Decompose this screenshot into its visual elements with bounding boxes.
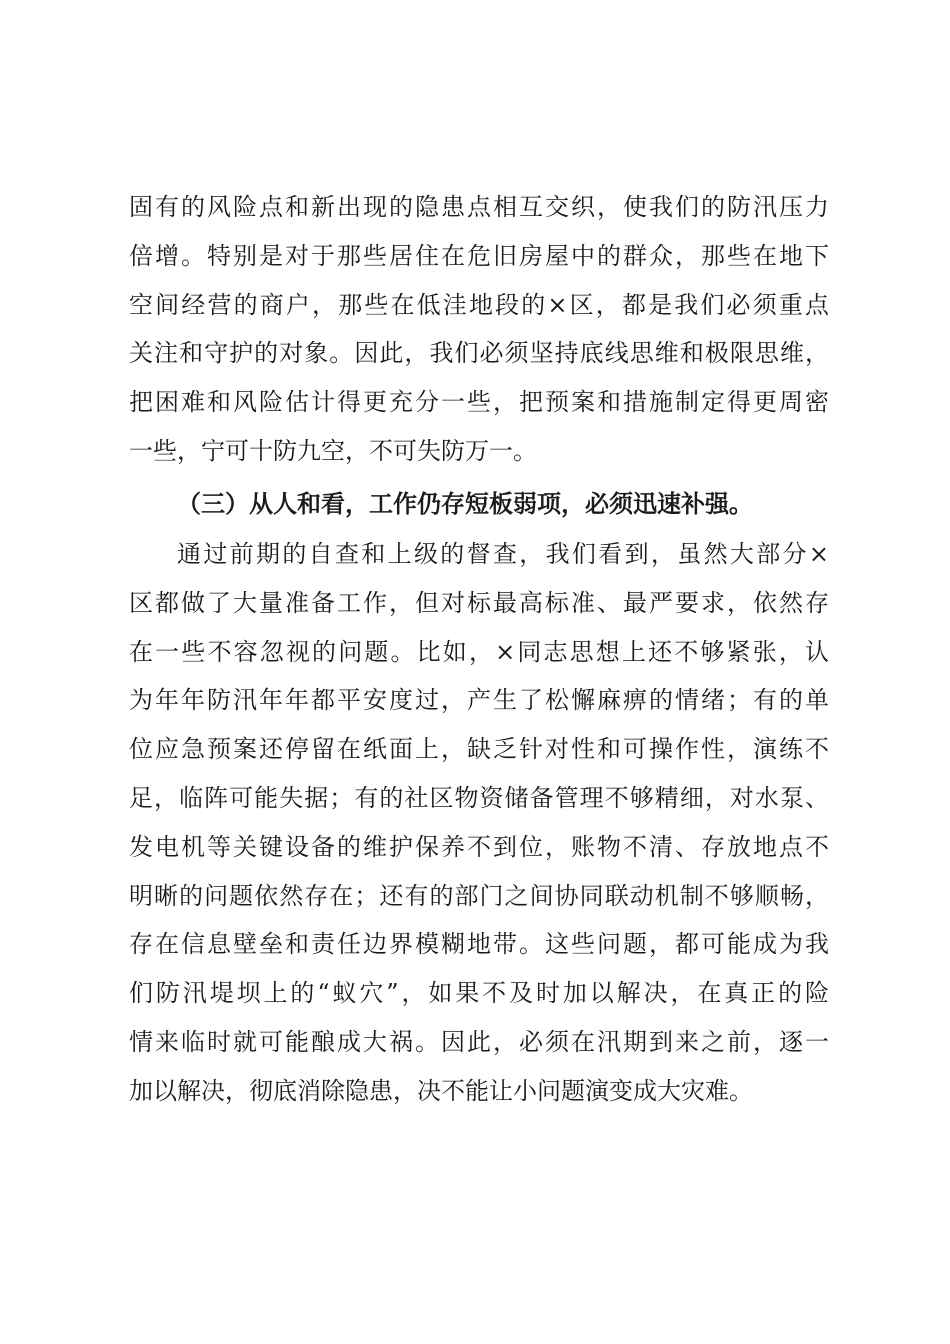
- paragraph-line: 加以解决，彻底消除隐患，决不能让小问题演变成大灾难。: [129, 1076, 753, 1105]
- paragraph-line: 足，临阵可能失据；有的社区物资储备管理不够精细，对水泵、: [129, 783, 829, 812]
- paragraph-line: 为年年防汛年年都平安度过，产生了松懈麻痹的情绪；有的单: [129, 686, 829, 715]
- section-heading-text: （三）从人和看，工作仍存短板弱项，必须迅速补强。: [177, 489, 753, 518]
- paragraph-line: 位应急预案还停留在纸面上，缺乏针对性和可操作性，演练不: [129, 735, 829, 764]
- paragraph-line: 倍增。特别是对于那些居住在危旧房屋中的群众，那些在地下: [129, 241, 829, 270]
- paragraph-line: 情来临时就可能酿成大祸。因此，必须在汛期到来之前，逐一: [129, 1027, 829, 1056]
- paragraph-line: 关注和守护的对象。因此，我们必须坚持底线思维和极限思维，: [129, 339, 829, 368]
- paragraph-line: 们防汛堤坝上的“蚁穴”，如果不及时加以解决，在真正的险: [129, 979, 829, 1008]
- section-heading-3: [129, 480, 829, 529]
- paragraph-line: 存在信息壁垒和责任边界模糊地带。这些问题，都可能成为我: [129, 930, 829, 959]
- paragraph-line: 在一些不容忽视的问题。比如，×同志思想上还不够紧张，认: [129, 637, 829, 666]
- paragraph-line: 空间经营的商户，那些在低洼地段的×区，都是我们必须重点: [129, 290, 829, 319]
- paragraph-line: 固有的风险点和新出现的隐患点相互交织，使我们的防汛压力: [129, 193, 829, 221]
- body-paragraph-2: [129, 530, 829, 1116]
- body-paragraph-1: [129, 183, 829, 476]
- paragraph-line: 明晰的问题依然存在；还有的部门之间协同联动机制不够顺畅，: [129, 881, 829, 910]
- paragraph-line: 发电机等关键设备的维护保养不到位，账物不清、存放地点不: [129, 832, 829, 861]
- paragraph-line: 区都做了大量准备工作，但对标最高标准、最严要求，依然存: [129, 588, 829, 617]
- paragraph-line: 把困难和风险估计得更充分一些，把预案和措施制定得更周密: [129, 388, 829, 417]
- paragraph-line: 通过前期的自查和上级的督查，我们看到，虽然大部分×: [177, 540, 829, 568]
- paragraph-line: 一些，宁可十防九空，不可失防万一。: [129, 436, 537, 465]
